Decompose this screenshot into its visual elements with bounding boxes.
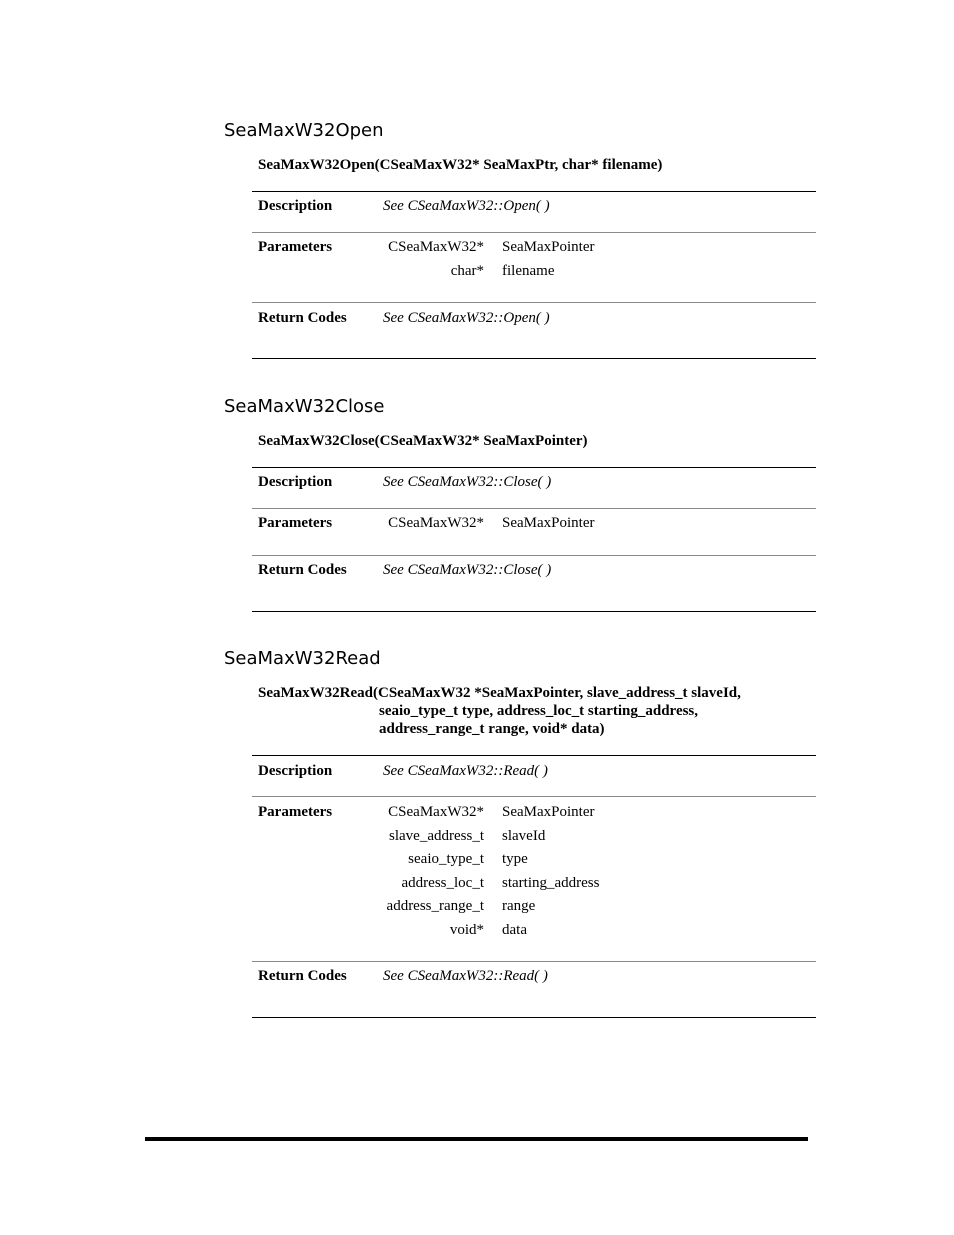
parameter-type: void* <box>449 921 484 938</box>
description-value: See CSeaMaxW32::Close( ) <box>383 474 552 490</box>
parameter-list <box>370 803 599 944</box>
signature-line: seaio_type_t type, address_loc_t starting_address, <box>379 703 699 719</box>
parameter-row <box>370 262 594 286</box>
description-label: Description <box>258 198 333 214</box>
parameter-type: seaio_type_t <box>408 851 484 867</box>
parameter-type: address_loc_t <box>401 874 484 891</box>
parameter-name: data <box>502 921 527 938</box>
table-bottom-rule <box>252 1017 816 1018</box>
parameter-name: slaveId <box>502 827 546 844</box>
table-top-rule <box>252 467 816 468</box>
description-value: See CSeaMaxW32::Open( ) <box>383 198 550 214</box>
parameter-name: range <box>502 898 536 914</box>
return-codes-value: See CSeaMaxW32::Close( ) <box>383 562 552 578</box>
parameter-row <box>370 238 594 262</box>
parameter-list <box>370 514 594 538</box>
signature-line: address_range_t range, void* data) <box>379 721 605 737</box>
parameter-name: filename <box>502 262 555 279</box>
description-label: Description <box>258 474 333 490</box>
section-title-close: SeaMaxW32Close <box>224 396 385 417</box>
parameter-name: starting_address <box>502 874 600 891</box>
parameter-list <box>370 238 594 285</box>
function-signature-read <box>258 684 818 738</box>
return-codes-label: Return Codes <box>258 310 347 326</box>
parameter-name: type <box>502 851 528 867</box>
footer-rule <box>145 1137 808 1141</box>
parameter-type: CSeaMaxW32* <box>388 239 484 255</box>
parameter-row <box>370 850 599 874</box>
parameter-name: SeaMaxPointer <box>502 239 595 255</box>
return-codes-label: Return Codes <box>258 562 347 578</box>
parameter-type: CSeaMaxW32* <box>388 515 484 531</box>
table-bottom-rule <box>252 611 816 612</box>
row-divider <box>252 961 816 962</box>
parameter-row <box>370 514 594 538</box>
table-bottom-rule <box>252 358 816 359</box>
parameter-row <box>370 874 599 898</box>
function-signature-close <box>258 432 818 450</box>
section-title-read: SeaMaxW32Read <box>224 648 381 669</box>
function-signature-open <box>258 156 818 174</box>
row-divider <box>252 555 816 556</box>
signature-line: SeaMaxW32Read(CSeaMaxW32 *SeaMaxPointer, slave_address_t slaveId, <box>258 685 741 701</box>
row-divider <box>252 796 816 797</box>
parameters-label: Parameters <box>258 804 333 820</box>
return-codes-value: See CSeaMaxW32::Read( ) <box>383 968 548 984</box>
section-title-open: SeaMaxW32Open <box>224 120 384 141</box>
parameters-label: Parameters <box>258 239 333 255</box>
parameter-type: slave_address_t <box>389 827 484 844</box>
parameter-name: SeaMaxPointer <box>502 804 595 820</box>
parameter-row <box>370 897 599 921</box>
description-value: See CSeaMaxW32::Read( ) <box>383 763 548 779</box>
signature-line: SeaMaxW32Open(CSeaMaxW32* SeaMaxPtr, char* filename) <box>258 157 663 173</box>
parameter-name: SeaMaxPointer <box>502 515 595 531</box>
return-codes-label: Return Codes <box>258 968 347 984</box>
row-divider <box>252 508 816 509</box>
table-top-rule <box>252 755 816 756</box>
parameter-row <box>370 921 599 945</box>
parameter-type: char* <box>450 262 484 279</box>
row-divider <box>252 302 816 303</box>
parameter-row <box>370 803 599 827</box>
parameters-label: Parameters <box>258 515 333 531</box>
return-codes-value: See CSeaMaxW32::Open( ) <box>383 310 550 326</box>
parameter-type: address_range_t <box>386 898 484 914</box>
parameter-row <box>370 827 599 851</box>
description-label: Description <box>258 763 333 779</box>
signature-line: SeaMaxW32Close(CSeaMaxW32* SeaMaxPointer) <box>258 433 588 449</box>
parameter-type: CSeaMaxW32* <box>388 804 484 820</box>
table-top-rule <box>252 191 816 192</box>
row-divider <box>252 232 816 233</box>
